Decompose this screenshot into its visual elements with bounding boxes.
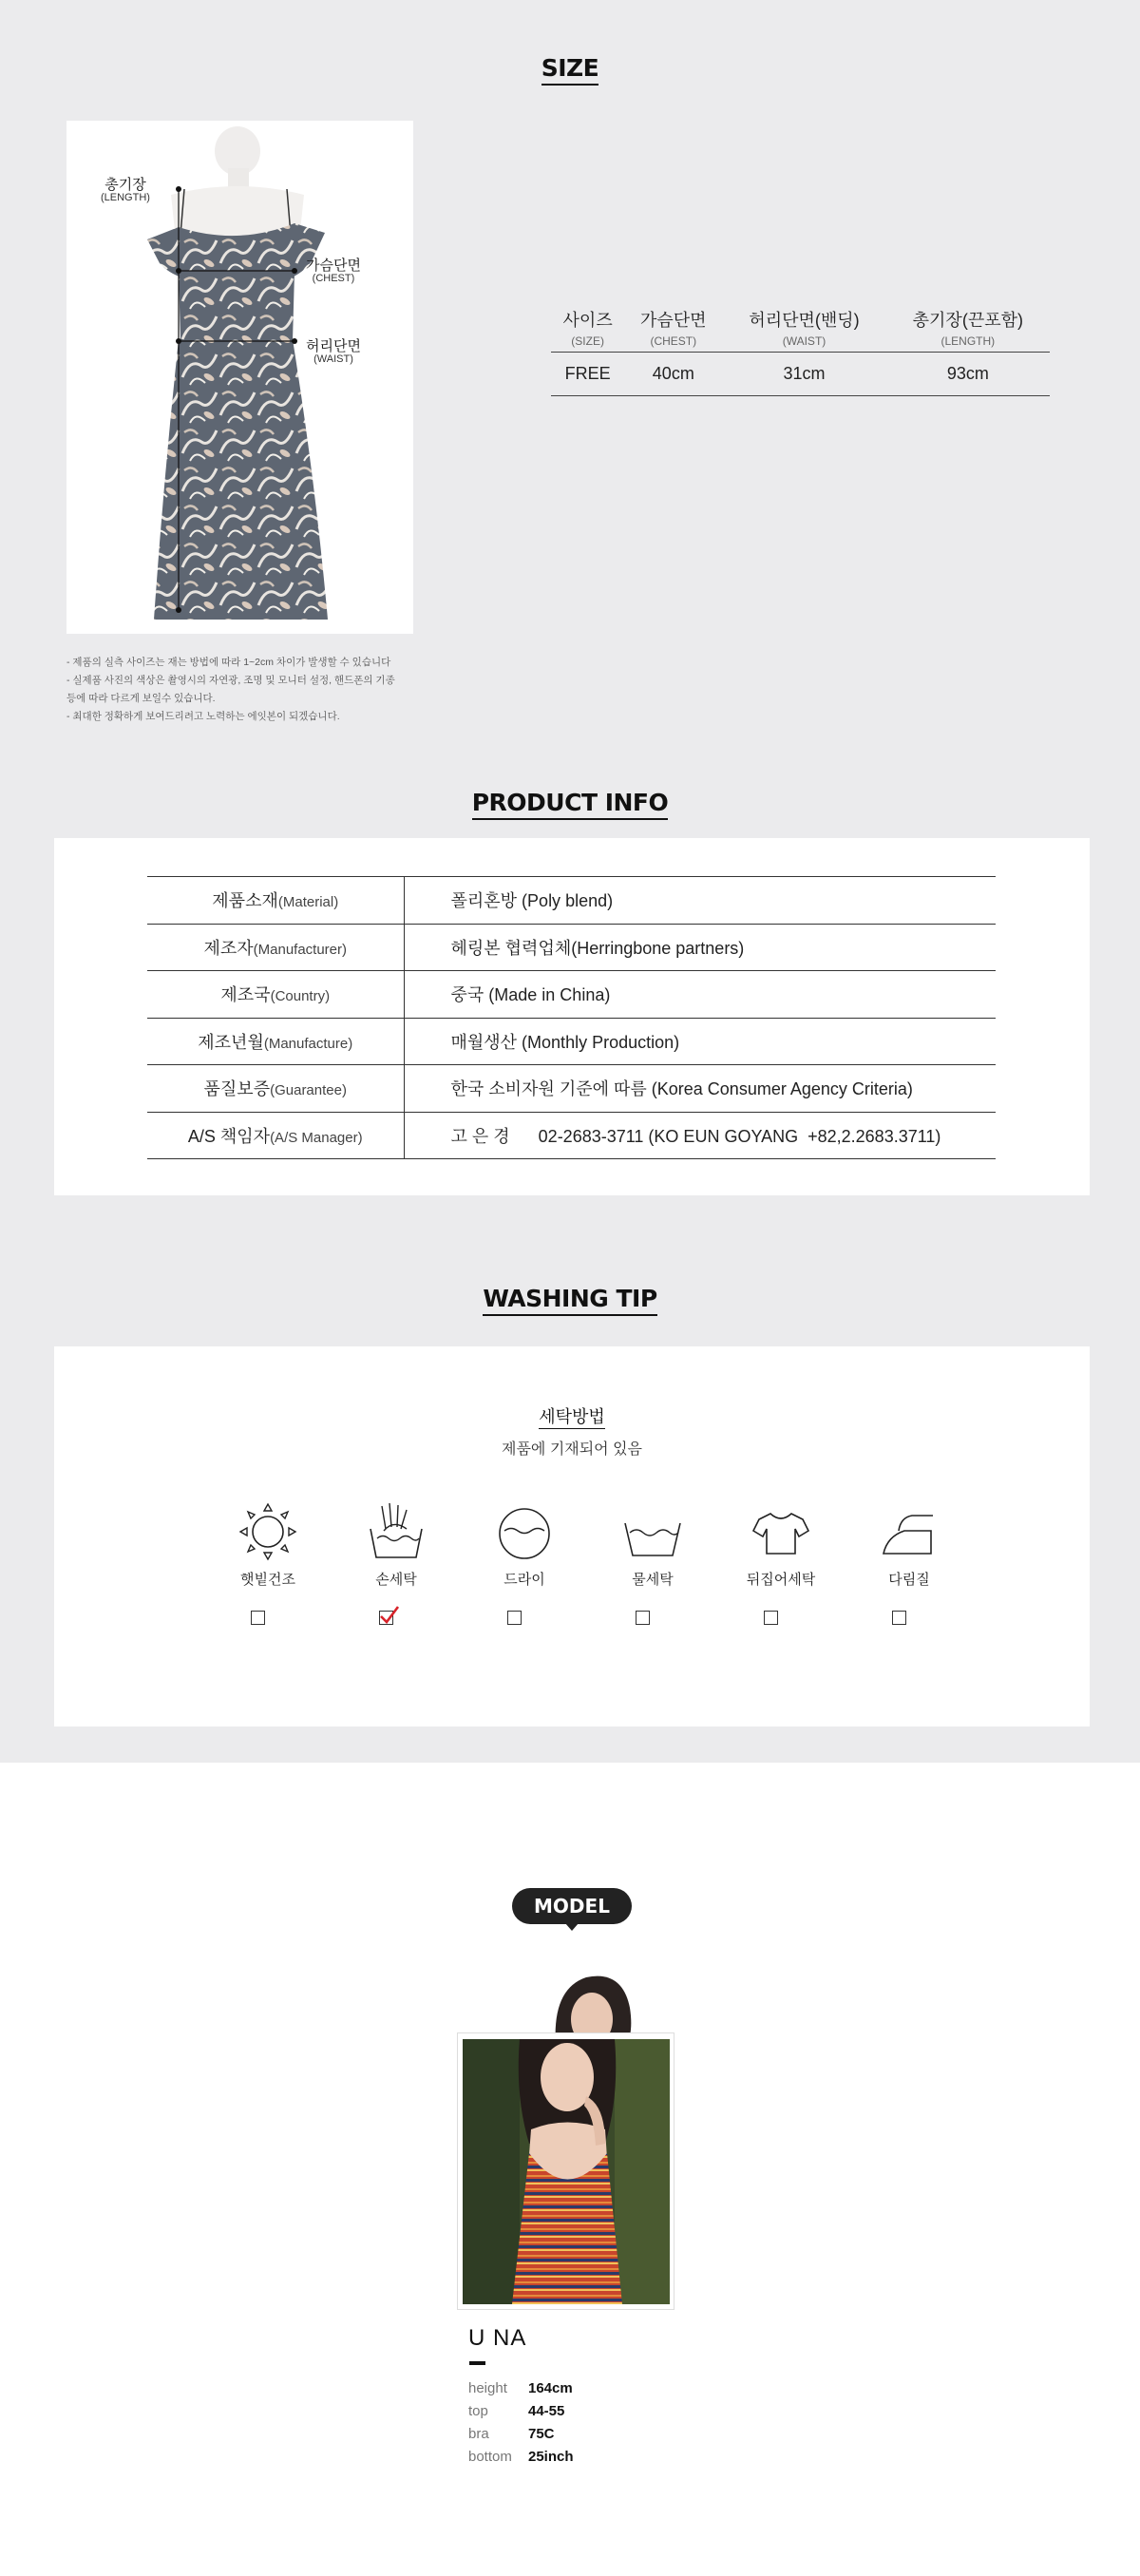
size-header-length: 총기장(끈포함) (LENGTH) xyxy=(886,306,1050,352)
info-key-en: (Guarantee) xyxy=(270,1082,347,1099)
dry-clean-checkbox[interactable] xyxy=(507,1611,522,1625)
info-value-text: 매월생산 (Monthly Production) xyxy=(450,1032,680,1052)
product-info-panel xyxy=(54,838,1090,1195)
hand-wash-item xyxy=(353,1500,439,1589)
size-cell: FREE xyxy=(551,352,624,395)
info-value-en: (Herringbone partners) xyxy=(571,938,745,958)
size-title: SIZE xyxy=(0,54,1140,86)
sun-dry-icon xyxy=(237,1500,299,1563)
size-cell: 31cm xyxy=(722,352,885,395)
spec-label: top xyxy=(468,2403,488,2419)
product-info-section xyxy=(0,746,1140,1763)
washing-panel xyxy=(54,1346,1090,1727)
inside-out-wash-checkbox[interactable] xyxy=(764,1611,778,1625)
spec-value: 164cm xyxy=(528,2380,573,2396)
spec-value: 25inch xyxy=(528,2449,574,2465)
info-key xyxy=(147,1065,404,1113)
table-row xyxy=(147,877,996,925)
model-badge: MODEL xyxy=(512,1888,632,1924)
size-cell: 93cm xyxy=(886,352,1050,395)
dry-clean-item xyxy=(482,1500,567,1589)
spec-label: bra xyxy=(468,2426,489,2442)
size-note: - 실제품 사진의 색상은 촬영시의 자연광, 조명 및 모니터 설정, 핸드폰의 기종 xyxy=(66,675,395,686)
table-row xyxy=(147,924,996,971)
info-key-en: (Manufacture) xyxy=(263,1035,353,1052)
size-note: 등에 따라 다르게 보일수 있습니다. xyxy=(66,693,216,704)
hand-wash-checkbox[interactable] xyxy=(379,1611,393,1625)
table-row xyxy=(147,1018,996,1065)
size-notes xyxy=(66,654,428,726)
info-key-en: (Material) xyxy=(277,894,339,911)
iron-checkbox[interactable] xyxy=(892,1611,906,1625)
info-value-text: 폴리혼방 (Poly blend) xyxy=(450,891,614,911)
table-row xyxy=(147,1065,996,1113)
spec-label: bottom xyxy=(468,2449,512,2465)
length-label: 총기장 (LENGTH) xyxy=(101,177,150,203)
info-key-en: (Country) xyxy=(270,988,331,1005)
size-cell: 40cm xyxy=(624,352,722,395)
model-spec-row xyxy=(468,2426,574,2449)
table-row xyxy=(551,352,1050,395)
info-value xyxy=(404,924,996,971)
info-value-text: 헤링본 협력업체 xyxy=(450,938,572,958)
inside-out-wash-icon xyxy=(750,1500,812,1563)
model-photo xyxy=(463,2039,670,2304)
model-specs xyxy=(468,2380,574,2471)
wash-label: 다림질 xyxy=(888,1572,930,1588)
model-photo-image xyxy=(463,2039,670,2304)
iron-item xyxy=(866,1500,952,1589)
machine-wash-icon xyxy=(621,1500,684,1563)
info-value xyxy=(404,1018,996,1065)
washing-subheading: 제품에 기재되어 있음 xyxy=(502,1441,642,1458)
info-value-text: 한국 소비자원 기준에 따름 (Korea Consumer Agency Criteria) xyxy=(450,1079,913,1099)
dry-clean-icon xyxy=(493,1500,556,1563)
model-spec-row xyxy=(468,2380,574,2403)
size-header-size: 사이즈 (SIZE) xyxy=(551,306,624,352)
info-key-ko: 제조년월 xyxy=(198,1032,264,1052)
hand-wash-icon xyxy=(365,1500,428,1563)
sun-dry-checkbox[interactable] xyxy=(251,1611,265,1625)
table-row xyxy=(147,1112,996,1159)
sun-dry-item xyxy=(225,1500,311,1589)
info-key-ko: A/S 책임자 xyxy=(187,1126,271,1146)
wash-label: 햇빝건조 xyxy=(240,1572,295,1588)
size-note: - 제품의 실측 사이즈는 재는 방법에 따라 1~2cm 차이가 발생할 수 있습니다 xyxy=(66,657,391,668)
info-value xyxy=(404,1112,996,1159)
chest-label: 가슴단면 (CHEST) xyxy=(306,258,361,284)
iron-icon xyxy=(878,1500,940,1563)
info-key-en: (A/S Manager) xyxy=(270,1129,363,1146)
size-section xyxy=(0,0,1140,746)
spec-value: 75C xyxy=(528,2426,555,2442)
model-name: U NA xyxy=(468,2325,527,2351)
wash-label: 손세탁 xyxy=(375,1572,417,1588)
info-key-ko: 제조자 xyxy=(203,938,254,958)
size-header-waist: 허리단면(밴딩) (WAIST) xyxy=(722,306,885,352)
size-header-chest: 가슴단면 (CHEST) xyxy=(624,306,722,352)
waist-label: 허리단면 (WAIST) xyxy=(306,338,361,365)
spec-label: height xyxy=(468,2380,507,2396)
size-table xyxy=(551,306,1050,396)
info-key xyxy=(147,1112,404,1159)
spec-value: 44-55 xyxy=(528,2403,565,2419)
info-key xyxy=(147,971,404,1019)
info-key xyxy=(147,877,404,925)
info-key xyxy=(147,1018,404,1065)
table-row xyxy=(147,971,996,1019)
model-name-underline xyxy=(469,2361,485,2365)
info-value xyxy=(404,971,996,1019)
info-key-ko: 품질보증 xyxy=(203,1079,271,1099)
checkmark-icon xyxy=(379,1605,400,1626)
info-value xyxy=(404,1065,996,1113)
wash-label: 물세탁 xyxy=(632,1572,674,1588)
info-key xyxy=(147,924,404,971)
model-spec-row xyxy=(468,2449,574,2471)
size-diagram-image xyxy=(66,121,413,634)
product-info-title: PRODUCT INFO xyxy=(0,789,1140,820)
info-value-text: 중국 (Made in China) xyxy=(450,985,611,1005)
inside-out-wash-item xyxy=(738,1500,824,1589)
machine-wash-item xyxy=(610,1500,695,1589)
machine-wash-checkbox[interactable] xyxy=(636,1611,650,1625)
info-key-en: (Manufacturer) xyxy=(253,941,348,958)
washing-tip-title: WASHING TIP xyxy=(0,1285,1140,1316)
product-info-table xyxy=(147,876,996,1159)
info-value xyxy=(404,877,996,925)
washing-heading: 세탁방법 xyxy=(54,1403,1090,1428)
wash-label: 뒤집어세탁 xyxy=(746,1572,816,1588)
info-key-ko: 제조국 xyxy=(220,985,271,1005)
info-value-text: 고 은 경 02-2683-3711 (KO EUN GOYANG +82,2.2683.3711) xyxy=(450,1126,941,1146)
info-key-ko: 제품소재 xyxy=(212,891,278,911)
size-note: - 최대한 정확하게 보여드리려고 노력하는 에잇본이 되겠습니다. xyxy=(66,711,340,722)
wash-label: 드라이 xyxy=(504,1572,545,1588)
model-spec-row xyxy=(468,2403,574,2426)
